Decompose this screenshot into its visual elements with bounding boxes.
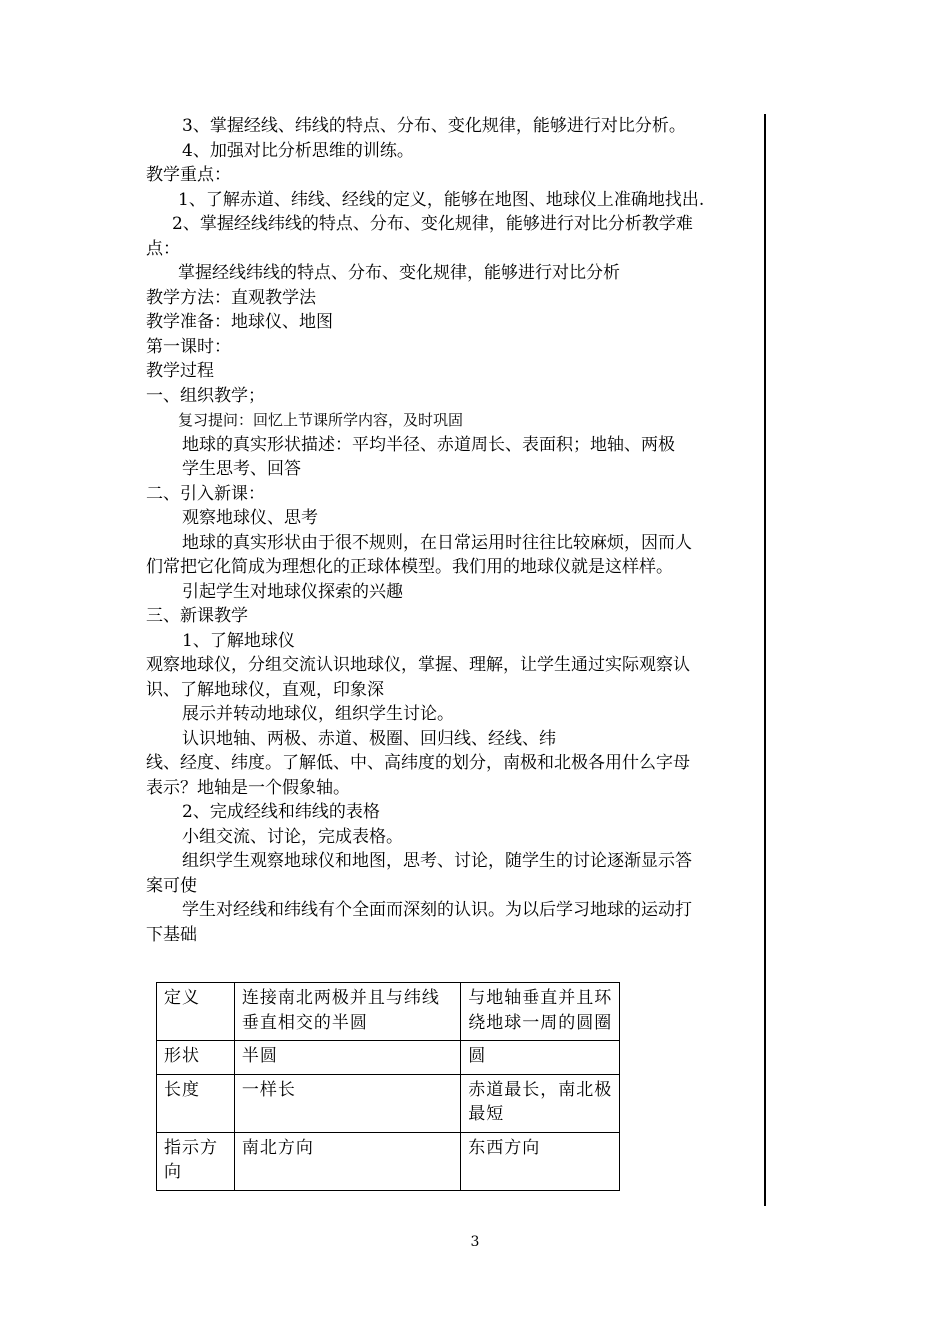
text-line: 一、组织教学； bbox=[146, 385, 265, 406]
table-cell: 长度 bbox=[157, 1074, 235, 1132]
text-line: 学生思考、回答 bbox=[182, 459, 301, 479]
text-line: 二、引入新课： bbox=[146, 483, 265, 504]
text-line: 们常把它化简成为理想化的正球体模型。我们用的地球仪就是这样样。 bbox=[146, 557, 673, 577]
text-line: 教学过程 bbox=[146, 361, 214, 381]
table-row bbox=[157, 1041, 620, 1075]
text-line: 组织学生观察地球仪和地图，思考、讨论，随学生的讨论逐渐显示答 bbox=[182, 851, 692, 871]
text-line: 观察地球仪，分组交流认识地球仪，掌握、理解，让学生通过实际观察认 bbox=[146, 655, 690, 675]
text-line: 1、了解赤道、纬线、经线的定义，能够在地图、地球仪上准确地找出. bbox=[178, 189, 705, 210]
text-line: 第一课时： bbox=[146, 336, 231, 357]
page-number: 3 bbox=[470, 1234, 480, 1250]
table-cell: 形状 bbox=[157, 1041, 235, 1075]
table-cell: 赤道最长，南北极最短 bbox=[461, 1074, 620, 1132]
text-line: 观察地球仪、思考 bbox=[182, 508, 318, 528]
text-line: 2、掌握经线纬线的特点、分布、变化规律，能够进行对比分析教学难 bbox=[172, 214, 693, 234]
text-line: 地球的真实形状由于很不规则，在日常运用时往往比较麻烦，因而人 bbox=[182, 532, 692, 553]
table-cell: 与地轴垂直并且环绕地球一周的圆圈 bbox=[461, 983, 620, 1041]
table-cell: 东西方向 bbox=[461, 1132, 620, 1190]
lesson-text bbox=[146, 114, 758, 947]
text-line: 三、新课教学 bbox=[146, 606, 248, 626]
text-line: 小组交流、讨论，完成表格。 bbox=[182, 826, 403, 847]
text-line: 2、完成经线和纬线的表格 bbox=[182, 802, 380, 822]
text-line: 教学准备：地球仪、地图 bbox=[146, 312, 333, 332]
table-cell: 指示方向 bbox=[157, 1132, 235, 1190]
table-cell: 一样长 bbox=[234, 1074, 460, 1132]
text-line: 3、掌握经线、纬线的特点、分布、变化规律，能够进行对比分析。 bbox=[182, 116, 686, 136]
text-line: 学生对经线和纬线有个全面而深刻的认识。为以后学习地球的运动打 bbox=[182, 900, 692, 920]
text-line: 表示？地轴是一个假象轴。 bbox=[146, 777, 350, 798]
text-line: 4、加强对比分析思维的训练。 bbox=[182, 140, 414, 161]
text-line: 识、了解地球仪，直观，印象深 bbox=[146, 679, 384, 700]
table-cell: 连接南北两极并且与纬线垂直相交的半圆 bbox=[234, 983, 460, 1041]
text-line: 引起学生对地球仪探索的兴趣 bbox=[182, 581, 403, 602]
page-border-line bbox=[764, 114, 766, 1206]
text-line: 教学方法：直观教学法 bbox=[146, 287, 316, 308]
text-line: 地球的真实形状描述：平均半径、赤道周长、表面积；地轴、两极 bbox=[182, 434, 675, 455]
text-line: 展示并转动地球仪，组织学生讨论。 bbox=[182, 704, 454, 724]
table-cell: 半圆 bbox=[234, 1041, 460, 1075]
text-line: 1、了解地球仪 bbox=[182, 630, 295, 651]
table-cell: 圆 bbox=[461, 1041, 620, 1075]
text-line: 点： bbox=[146, 238, 180, 259]
meridian-parallel-table bbox=[156, 982, 620, 1191]
text-line: 线、经度、纬度。了解低、中、高纬度的划分，南极和北极各用什么字母 bbox=[146, 753, 690, 773]
text-line: 掌握经线纬线的特点、分布、变化规律，能够进行对比分析 bbox=[178, 263, 620, 283]
text-line: 认识地轴、两极、赤道、极圈、回归线、经线、纬 bbox=[182, 728, 556, 749]
text-line: 复习提问：回忆上节课所学内容，及时巩固 bbox=[178, 411, 464, 429]
table-cell: 南北方向 bbox=[234, 1132, 460, 1190]
text-line: 案可使 bbox=[146, 875, 197, 896]
table-cell: 定义 bbox=[157, 983, 235, 1041]
text-line: 教学重点： bbox=[146, 165, 231, 185]
table-row bbox=[157, 983, 620, 1041]
table-row bbox=[157, 1132, 620, 1190]
text-line: 下基础 bbox=[146, 924, 197, 945]
table-row bbox=[157, 1074, 620, 1132]
